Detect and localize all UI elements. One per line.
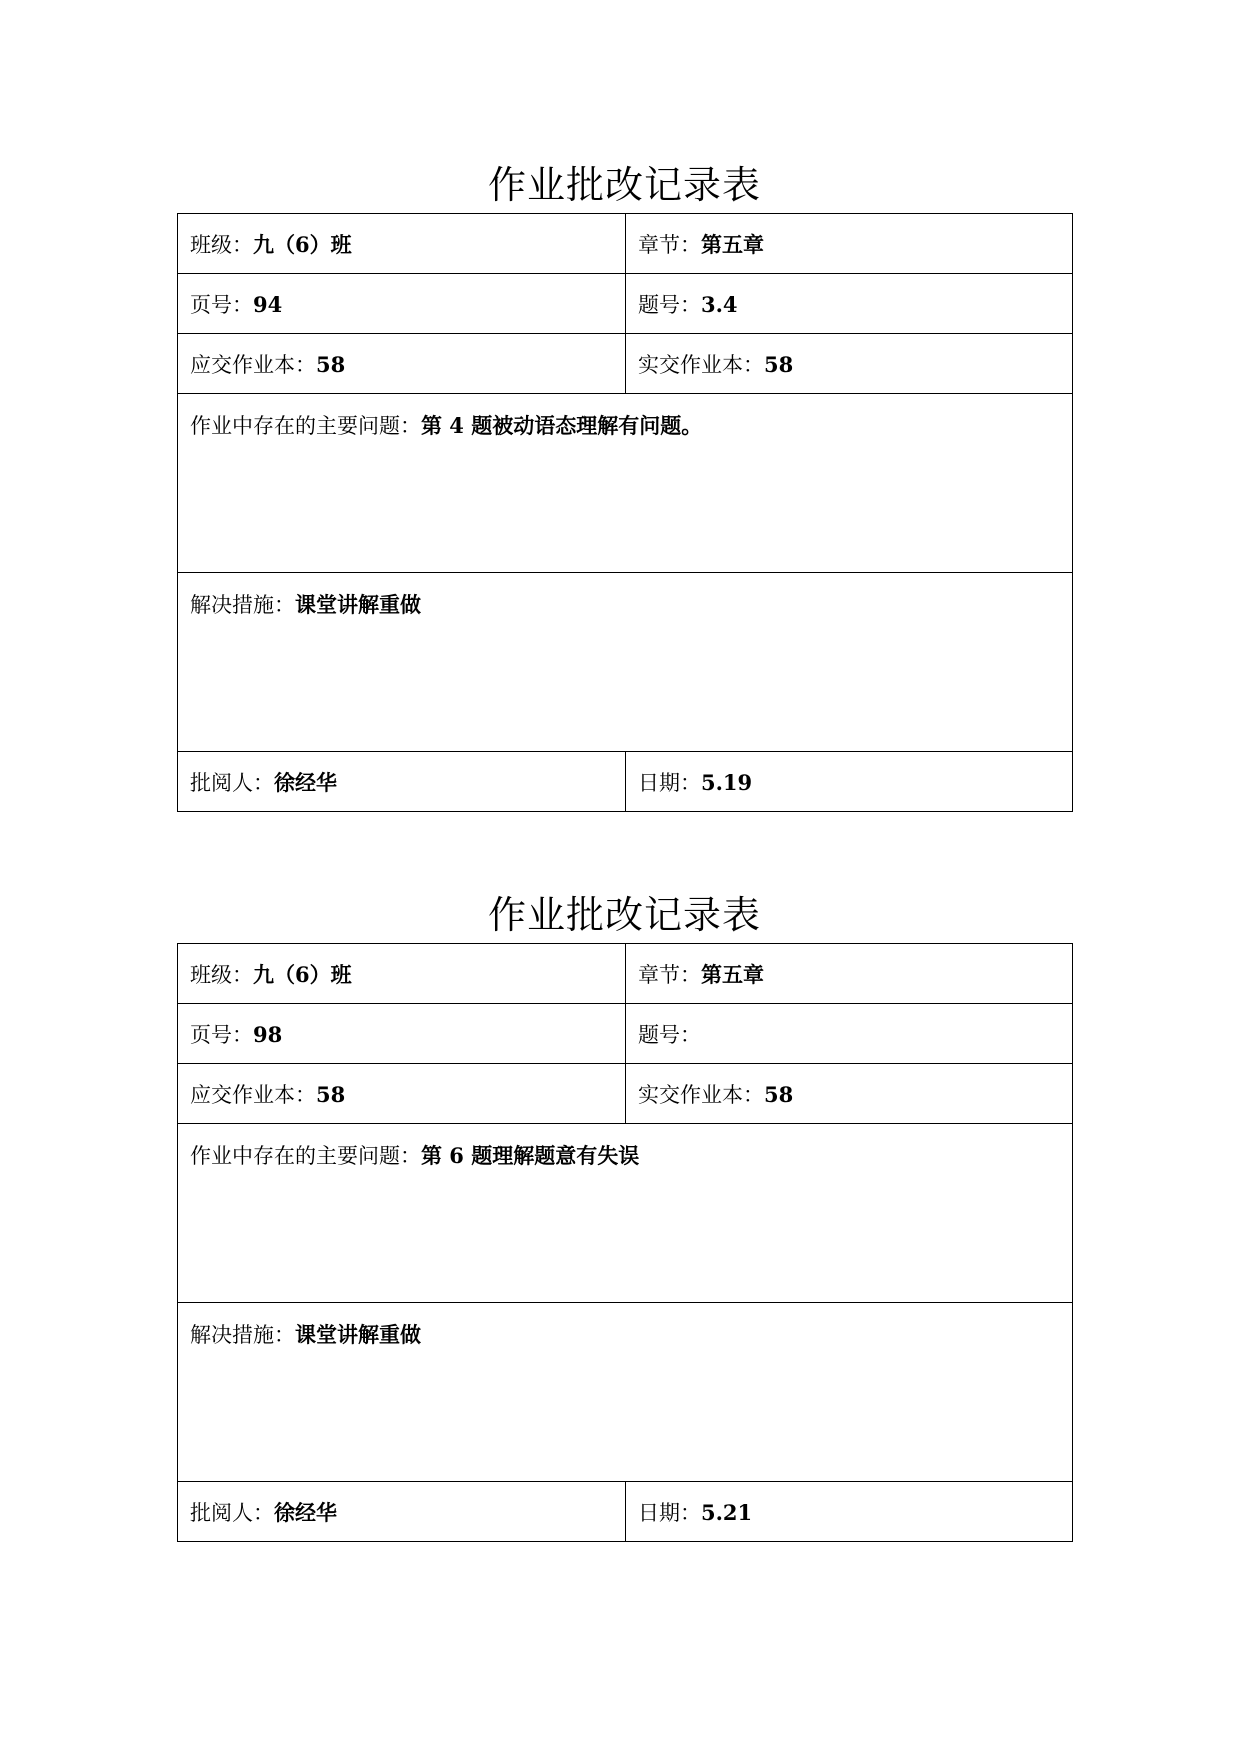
class-label: 班级：	[190, 962, 253, 987]
table-row	[178, 1064, 1073, 1124]
measures-value: 课堂讲解重做	[295, 592, 421, 617]
record-title: 作业批改记录表	[487, 893, 761, 937]
table-row	[178, 334, 1073, 394]
chapter-value: 第五章	[701, 961, 764, 987]
due-cell	[178, 1064, 626, 1124]
table-row	[178, 274, 1073, 334]
problems-value: 第 6 题理解题意有失误	[421, 1143, 640, 1168]
due-value: 58	[316, 351, 346, 377]
chapter-value: 第五章	[701, 231, 764, 257]
submitted-cell	[626, 334, 1073, 394]
due-label: 应交作业本：	[190, 352, 316, 377]
problems-value: 第 4 题被动语态理解有问题。	[421, 413, 703, 438]
class-cell	[178, 944, 626, 1004]
problems-cell	[178, 394, 1073, 573]
question-label: 题号：	[638, 292, 701, 317]
page-label: 页号：	[190, 1022, 253, 1047]
table-row	[178, 1124, 1073, 1303]
record-table	[177, 943, 1073, 1542]
table-row	[178, 1482, 1073, 1542]
measures-cell	[178, 573, 1073, 752]
reviewer-value: 徐经华	[274, 769, 337, 795]
date-label: 日期：	[638, 770, 701, 795]
date-cell	[626, 752, 1073, 812]
problems-label: 作业中存在的主要问题：	[190, 414, 421, 438]
due-cell	[178, 334, 626, 394]
record-title: 作业批改记录表	[487, 163, 761, 207]
page-label: 页号：	[190, 292, 253, 317]
reviewer-value: 徐经华	[274, 1499, 337, 1525]
record-form-2	[177, 887, 1072, 1542]
table-row	[178, 573, 1073, 752]
table-row	[178, 214, 1073, 274]
measures-label: 解决措施：	[190, 1323, 295, 1347]
record-form-1	[177, 157, 1072, 812]
measures-value: 课堂讲解重做	[295, 1322, 421, 1347]
due-label: 应交作业本：	[190, 1082, 316, 1107]
class-value: 九（6）班	[253, 231, 352, 257]
question-cell	[626, 1004, 1073, 1064]
page-cell	[178, 274, 626, 334]
measures-label: 解决措施：	[190, 593, 295, 617]
page-value: 98	[253, 1021, 283, 1047]
chapter-label: 章节：	[638, 232, 701, 257]
date-value: 5.21	[701, 1499, 753, 1525]
table-row	[178, 394, 1073, 573]
reviewer-label: 批阅人：	[190, 1500, 274, 1525]
question-label: 题号：	[638, 1022, 701, 1047]
chapter-label: 章节：	[638, 962, 701, 987]
question-cell	[626, 274, 1073, 334]
class-label: 班级：	[190, 232, 253, 257]
problems-cell	[178, 1124, 1073, 1303]
submitted-value: 58	[764, 351, 794, 377]
question-value: 3.4	[701, 291, 738, 317]
submitted-label: 实交作业本：	[638, 352, 764, 377]
submitted-cell	[626, 1064, 1073, 1124]
page-value: 94	[253, 291, 283, 317]
page-cell	[178, 1004, 626, 1064]
due-value: 58	[316, 1081, 346, 1107]
date-label: 日期：	[638, 1500, 701, 1525]
class-value: 九（6）班	[253, 961, 352, 987]
chapter-cell	[626, 944, 1073, 1004]
table-row	[178, 944, 1073, 1004]
date-cell	[626, 1482, 1073, 1542]
problems-label: 作业中存在的主要问题：	[190, 1144, 421, 1168]
reviewer-cell	[178, 1482, 626, 1542]
class-cell	[178, 214, 626, 274]
table-row	[178, 1303, 1073, 1482]
submitted-label: 实交作业本：	[638, 1082, 764, 1107]
reviewer-label: 批阅人：	[190, 770, 274, 795]
chapter-cell	[626, 214, 1073, 274]
record-table	[177, 213, 1073, 812]
measures-cell	[178, 1303, 1073, 1482]
reviewer-cell	[178, 752, 626, 812]
submitted-value: 58	[764, 1081, 794, 1107]
table-row	[178, 752, 1073, 812]
table-row	[178, 1004, 1073, 1064]
date-value: 5.19	[701, 769, 753, 795]
